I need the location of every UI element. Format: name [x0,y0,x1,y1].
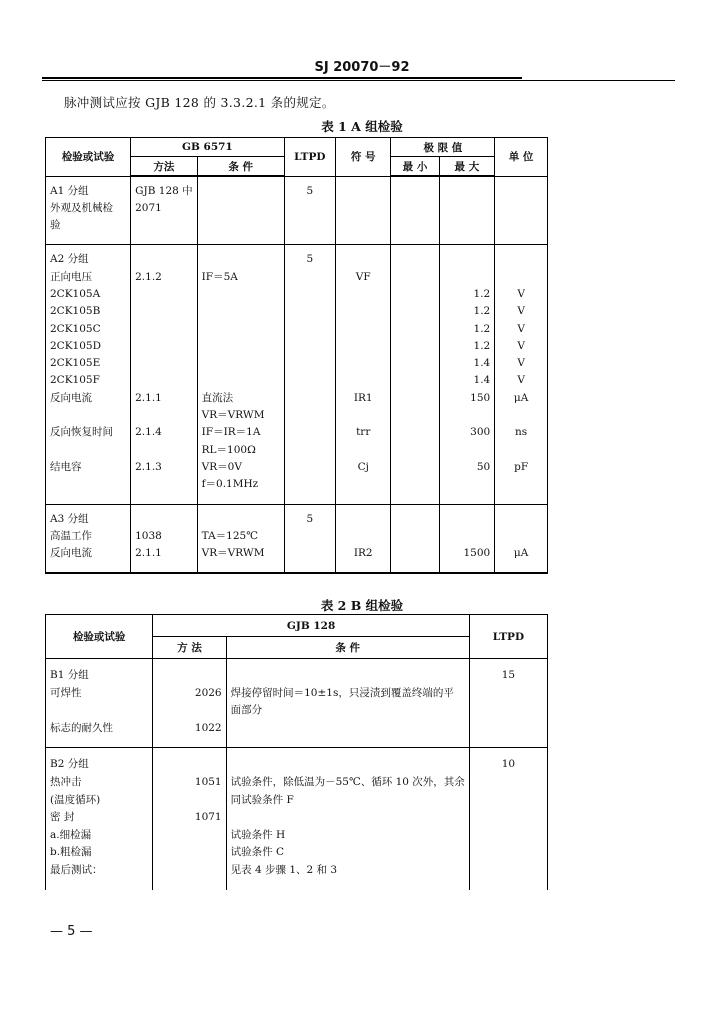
table2-caption: 表 2 B 组检验 [320,598,404,613]
col-header-standard: GB 6571 [131,138,285,157]
condition-cell-line: f＝0.1MHz [201,478,259,491]
page-number: — 5 — [50,924,93,939]
col-header-unit: 单 位 [495,138,548,177]
unit-cell [495,176,548,245]
unit-cell-line: ns [515,426,528,439]
condition-cell-line: VR＝VRWM [201,409,265,422]
document-header: SJ 20070－92 [314,60,410,75]
max-cell-line: 1.2 [473,305,491,318]
table-a-group-inspection [45,137,548,574]
method-cell [131,504,198,573]
test-cell-line: B1 分组 [50,669,89,681]
symbol-cell-line: VF [355,270,371,283]
test-cell-line: B2 分组 [50,758,89,771]
table-row [46,748,548,890]
test-cell-line: 2CK105B [50,305,101,318]
col-header-ltpd: LTPD [469,615,547,659]
test-cell-line: A1 分组 [50,184,89,197]
test-cell-line: b.粗检漏 [50,846,92,859]
condition-cell-line: 面部分 [230,704,263,717]
min-cell [391,504,439,573]
condition-cell-line: VR＝0V [201,460,242,473]
symbol-cell-line: IR2 [353,547,373,560]
test-cell-line: 2CK105D [50,339,102,352]
test-cell [46,504,131,573]
table-row [46,504,548,573]
method-cell-line: 2071 [135,202,162,215]
condition-cell-line: 同试验条件 F [230,793,294,806]
col-header-limits: 极 限 值 [391,138,495,157]
max-cell-line: 300 [470,426,491,439]
method-cell-line: 2.1.2 [135,270,162,283]
unit-cell-line: V [517,305,525,318]
condition-cell-line: 直流法 [201,391,234,404]
test-cell-line: 2CK105C [50,322,101,335]
ltpd-cell [469,659,547,748]
symbol-cell [335,245,391,504]
test-cell-line: 密 封 [50,811,75,824]
table-row [46,659,548,748]
ltpd-cell-line: 5 [306,184,314,197]
col-header-min: 最 小 [391,157,439,177]
method-cell-line: 2.1.3 [135,460,162,473]
header-rule [42,77,522,79]
test-cell-line: 最后测试： [50,863,103,876]
test-cell-line: 标志的耐久性 [50,721,113,734]
condition-cell-line: IF＝IR＝1A [201,426,261,439]
col-header-standard: GJB 128 [153,615,469,637]
ltpd-cell [284,176,335,245]
col-header-method: 方 法 [153,637,226,659]
unit-cell-line: V [517,374,525,387]
method-cell-line: 1038 [135,529,162,542]
condition-cell-line: RL＝100Ω [201,443,256,456]
condition-cell [226,748,469,890]
method-cell [153,659,226,748]
test-cell-line: 反向电流 [50,547,92,560]
ltpd-cell-line: 5 [306,512,314,525]
ltpd-cell [284,245,335,504]
method-cell [131,245,198,504]
test-cell-line: 反向电流 [50,391,92,404]
ltpd-cell [469,748,547,890]
max-cell-line: 50 [476,460,491,473]
max-cell-line: 1.4 [473,374,491,387]
unit-cell [495,245,548,504]
test-cell-line: (温度循环) [50,793,101,806]
ltpd-cell-line: 10 [501,758,516,771]
max-cell-line: 1.2 [473,322,491,335]
ltpd-cell [284,504,335,573]
symbol-cell [335,176,391,245]
unit-cell-line: μA [513,547,529,560]
unit-cell-line: V [517,357,525,370]
intro-paragraph: 脉冲测试应按 GJB 128 的 3.3.2.1 条的规定。 [64,95,335,110]
method-cell [153,748,226,890]
col-header-max: 最 大 [439,157,495,177]
max-cell [439,504,495,573]
test-cell-line: 高温工作 [50,529,92,542]
max-cell-line: 1.2 [473,339,491,352]
unit-cell-line: V [517,322,525,335]
method-cell-line: 1071 [194,811,222,824]
ltpd-cell-line: 5 [306,253,314,266]
method-cell-line: 2.1.1 [135,391,162,404]
col-header-test: 检验或试验 [46,615,153,659]
min-cell [391,176,439,245]
table-b-group-inspection [45,614,548,890]
method-cell-line: GJB 128 中 [135,185,193,197]
test-cell-line: a.细检漏 [50,828,92,841]
condition-cell-line: 焊接停留时间＝10±1s，只浸渍到覆盖终端的平 [230,686,454,699]
max-cell-line: 150 [470,391,491,404]
method-cell-line: 2.1.1 [135,547,162,560]
method-cell [131,176,198,245]
unit-cell-line: V [517,287,525,300]
symbol-cell [335,504,391,573]
test-cell-line: 外观及机械检 [50,201,113,214]
unit-cell-line: μA [513,391,529,404]
test-cell-line: 反向恢复时间 [50,426,113,439]
condition-cell-line: VR＝VRWM [201,547,265,560]
test-cell [46,245,131,504]
col-header-condition: 条 件 [226,637,469,659]
header-rule-thin [42,80,675,81]
symbol-cell-line: trr [356,426,371,439]
unit-cell-line: pF [514,460,529,473]
max-cell-line: 1.2 [473,287,491,300]
col-header-symbol: 符 号 [335,138,391,177]
condition-cell-line: TA＝125℃ [201,529,258,542]
col-header-test: 检验或试验 [46,138,131,177]
max-cell [439,176,495,245]
test-cell [46,659,153,748]
method-cell-line: 1051 [194,775,222,788]
max-cell-line: 1.4 [473,357,491,370]
table1-caption: 表 1 A 组检验 [321,119,403,134]
condition-cell-line: 试验条件 C [230,846,284,859]
min-cell [391,245,439,504]
table-row [46,245,548,504]
col-header-method: 方法 [131,157,198,177]
condition-cell-line: 试验条件 H [230,828,286,841]
condition-cell [226,659,469,748]
test-cell-line: A3 分组 [50,512,89,525]
condition-cell [197,245,284,504]
condition-cell-line: 见表 4 步骤 1、2 和 3 [230,863,338,876]
test-cell [46,748,153,890]
condition-cell-line: 试验条件，除低温为－55℃、循环 10 次外，其余 [230,775,465,788]
method-cell-line: 2.1.4 [135,426,162,439]
condition-cell [197,504,284,573]
max-cell-line: 1500 [463,547,491,560]
unit-cell-line: V [517,339,525,352]
test-cell-line: 2CK105E [50,357,101,370]
col-header-ltpd: LTPD [284,138,335,177]
symbol-cell-line: IR1 [353,391,373,404]
condition-cell [197,176,284,245]
test-cell-line: 热冲击 [50,775,82,788]
ltpd-cell-line: 15 [501,669,516,681]
test-cell-line: 结电容 [50,460,82,473]
test-cell-line: 验 [50,219,61,232]
table-row [46,176,548,245]
test-cell-line: 2CK105A [50,287,101,300]
test-cell-line: 2CK105F [50,374,100,387]
test-cell-line: A2 分组 [50,253,89,266]
col-header-condition: 条 件 [197,157,284,177]
test-cell-line: 可焊性 [50,686,82,699]
unit-cell [495,504,548,573]
method-cell-line: 2026 [194,686,222,699]
method-cell-line: 1022 [194,721,222,734]
test-cell [46,176,131,245]
symbol-cell-line: Cj [357,460,369,473]
max-cell [439,245,495,504]
condition-cell-line: IF＝5A [201,270,238,283]
test-cell-line: 正向电压 [50,270,92,283]
